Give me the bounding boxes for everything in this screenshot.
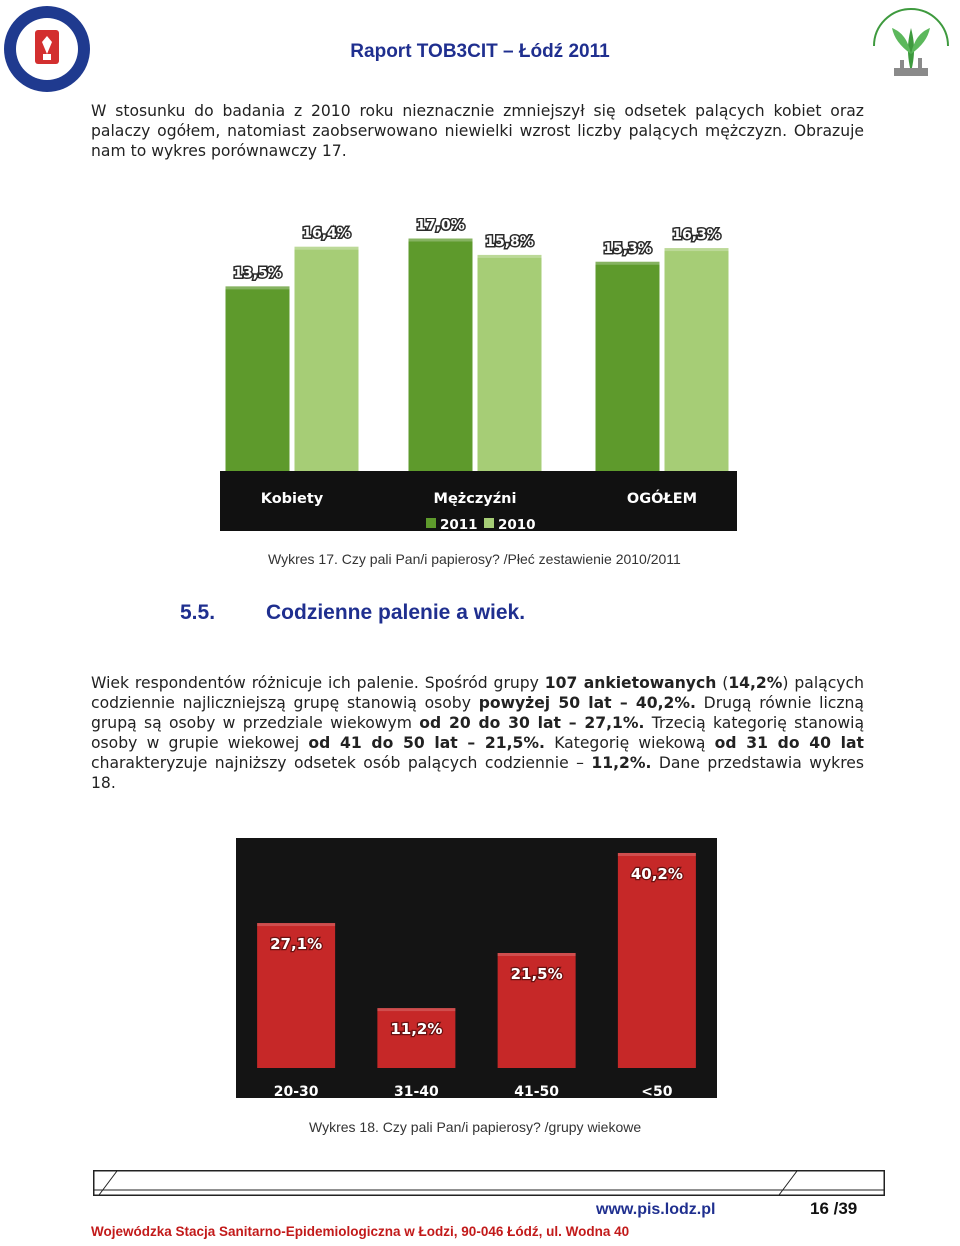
bar-kobiety-2010	[295, 247, 359, 471]
bar-highlight	[478, 255, 542, 258]
category-label: Kobiety	[260, 491, 324, 507]
section-number: 5.5.	[180, 601, 216, 624]
bar-mężczyźni-2010	[478, 255, 542, 471]
bar-mężczyźni-2011	[409, 239, 473, 471]
bar-highlight	[596, 262, 660, 265]
data-label: 21,5%	[510, 965, 563, 983]
category-label: 31-40	[393, 1084, 439, 1098]
bar-highlight	[295, 247, 359, 250]
bar-highlight	[257, 923, 335, 926]
legend-swatch	[426, 518, 436, 528]
chart-17-caption: Wykres 17. Czy pali Pan/i papierosy? /Płeć zestawienie 2010/2011	[268, 551, 681, 567]
bar-age-3	[618, 853, 696, 1068]
bar-highlight	[618, 853, 696, 856]
footer-website-link[interactable]: www.pis.lodz.pl	[596, 1201, 716, 1218]
data-label: 15,3%	[603, 240, 652, 257]
bar-highlight	[409, 239, 473, 242]
chart-18-age-groups	[236, 838, 717, 1098]
footer-frame	[93, 1170, 885, 1196]
bar-highlight	[498, 953, 576, 956]
data-label: 40,2%	[630, 864, 683, 883]
category-label: 41-50	[514, 1084, 560, 1098]
data-label: 11,2%	[390, 1020, 443, 1039]
bar-ogółem-2011	[596, 262, 660, 471]
data-label: 13,5%	[233, 265, 282, 282]
data-label: 17,0%	[416, 218, 465, 234]
report-title: Raport TOB3CIT – Łódź 2011	[350, 41, 610, 62]
footer-address: Wojewódzka Stacja Sanitarno-Epidemiologiczna w Łodzi, 90-046 Łódź, ul. Wodna 40	[91, 1224, 630, 1239]
category-label: <50	[641, 1084, 673, 1098]
data-label: 16,3%	[672, 227, 721, 244]
category-label: OGÓŁEM	[626, 491, 698, 507]
page-number: 16 /39	[810, 1199, 858, 1218]
data-label: 16,4%	[302, 225, 351, 242]
bar-highlight	[226, 286, 290, 289]
section-title: Codzienne palenie a wiek.	[266, 601, 526, 624]
legend-entry: 2011	[440, 517, 478, 531]
category-label: 20-30	[273, 1084, 319, 1098]
bar-ogółem-2010	[665, 248, 729, 471]
data-label: 15,8%	[485, 233, 534, 250]
category-label: Mężczyźni	[433, 491, 517, 507]
legend-entry: 2010	[498, 517, 536, 531]
bar-highlight	[377, 1008, 455, 1011]
data-label: 27,1%	[270, 935, 323, 954]
bar-kobiety-2011	[226, 286, 290, 471]
age-analysis-paragraph: Wiek respondentów różnicuje ich palenie. Spośród grupy 107 ankietowanych (14,2%) palących codziennie najliczniejszą grupę stanowią osoby powyżej 50 lat – 40,2%. Drugą równie liczną grupą są osoby w przedziale wiekowym od 20 do 30 lat – 27,1%. Trzecią kategorię stanowią osoby w grupie wiekowej od 41 do 50 lat – 21,5%. Kategorię wiekową od 31 do 40 lat charakteryzuje najniższy odsetek osób palących codziennie – 11,2%. Dane przedstawia wykres 18.	[91, 674, 865, 792]
bar-highlight	[665, 248, 729, 251]
legend-swatch	[484, 518, 494, 528]
chart-18-caption: Wykres 18. Czy pali Pan/i papierosy? /grupy wiekowe	[309, 1119, 642, 1135]
intro-paragraph: W stosunku do badania z 2010 roku nieznacznie zmniejszył się odsetek palących kobiet oraz palaczy ogółem, natomiast zaobserwowano niewielki wzrost liczby palących mężczyzn. Obrazuje nam to wykres porównawczy 17.	[91, 102, 864, 160]
section-heading	[180, 601, 525, 625]
chart-17-gender-comparison	[220, 218, 737, 531]
